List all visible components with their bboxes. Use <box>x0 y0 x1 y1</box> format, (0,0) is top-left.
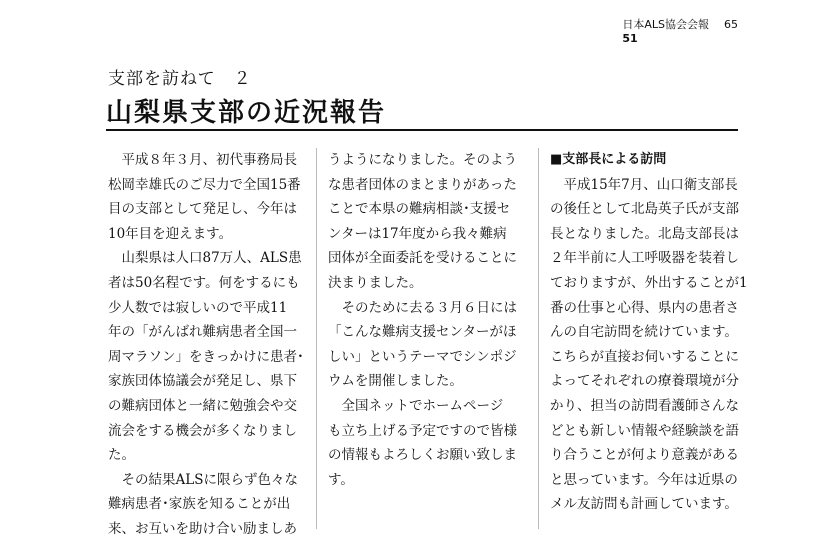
text-line: す。 <box>328 471 354 488</box>
text-line: 少人数では寂しいので平成11 <box>108 299 288 316</box>
text-line: こちらが直接お伺いすることに <box>550 348 739 365</box>
text-line: 長となりました。北島支部長は <box>550 225 739 242</box>
text-line: その結果ALSに限らず色々な <box>108 471 298 488</box>
issue-number: 65 <box>724 18 738 31</box>
text-line: ンターは17年度から我々難病 <box>328 225 507 242</box>
section-heading: ■支部長による訪問 <box>550 152 667 167</box>
text-line: 目の支部として発足し、今年は <box>108 201 297 218</box>
text-line: 流会をする機会が多くなりまし <box>108 422 297 439</box>
header-line <box>622 18 738 32</box>
text-line: ことで本県の難病相談･支援セ <box>328 201 511 218</box>
text-line: ２年半前に人工呼吸器を装着し <box>550 250 739 267</box>
text-line: の情報もよろしくお願い致しま <box>328 447 517 464</box>
text-line: の後任として北島英子氏が支部 <box>550 201 739 218</box>
running-header <box>622 18 738 46</box>
column-2 <box>328 148 520 492</box>
column-3 <box>550 148 746 517</box>
text-line: 平成15年7月、山口衛支部長 <box>550 176 738 193</box>
text-line: な患者団体のまとまりがあった <box>328 176 517 193</box>
text-line: そのために去る３月６日には <box>328 299 517 316</box>
text-line: 平成８年３月、初代事務局長 <box>108 152 297 168</box>
text-line: かり、担当の訪問看護師さんな <box>550 397 739 414</box>
text-line: た。 <box>108 447 135 464</box>
text-line: どとも新しい情報や経験談を語 <box>550 422 739 439</box>
text-line: んの自宅訪問を続けています。 <box>550 324 738 341</box>
text-line: 10年目を迎えます。 <box>108 225 233 242</box>
text-line: 周マラソン」をきっかけに患者･ <box>108 348 304 365</box>
text-line: ウムを開催しました。 <box>328 373 463 390</box>
text-line: 団体が全面委託を受けることに <box>328 250 517 267</box>
series-title: 支部を訪ねて ２ <box>108 69 252 89</box>
text-line: 年の「がんばれ難病患者全国一 <box>108 324 297 341</box>
page-number: 51 <box>622 32 638 45</box>
publication-name: 日本ALS協会会報 <box>622 18 709 31</box>
text-line: り合うことが何より意義がある <box>550 447 739 464</box>
text-line: 来、お互いを助け合い励ましあ <box>108 520 297 537</box>
text-line: 番の仕事と心得、県内の患者さ <box>550 299 739 316</box>
column-1 <box>108 148 304 542</box>
text-line: うようになりました。そのよう <box>328 152 517 168</box>
text-line: メル友訪問も計画しています。 <box>550 496 738 513</box>
text-line: 松岡幸雄氏のご尽力で全国15番 <box>108 176 301 193</box>
text-line: しい」というテーマでシンポジ <box>328 348 517 365</box>
article-title: 山梨県支部の近況報告 <box>106 98 387 128</box>
text-line: 全国ネットでホームページ <box>328 397 504 414</box>
column-divider <box>538 148 539 529</box>
text-line: 山梨県は人口87万人、ALS患 <box>108 250 302 267</box>
text-line: 決まりました。 <box>328 274 423 291</box>
text-line: よってそれぞれの療養環境が分 <box>550 373 739 390</box>
text-line: も立ち上げる予定ですので皆様 <box>328 422 517 439</box>
text-line: 難病患者･家族を知ることが出 <box>108 496 291 513</box>
text-line: 家族団体協議会が発足し、県下 <box>108 373 297 390</box>
title-rule <box>106 129 738 131</box>
column-divider <box>316 148 317 529</box>
text-line: ておりますが、外出することが1 <box>550 274 748 291</box>
text-line: 「こんな難病支援センターがほ <box>328 324 517 341</box>
text-line: の難病団体と一緒に勉強会や交 <box>108 397 297 414</box>
text-line: と思っています。今年は近県の <box>550 471 738 488</box>
text-line: 者は50名程です。何をするにも <box>108 274 300 291</box>
